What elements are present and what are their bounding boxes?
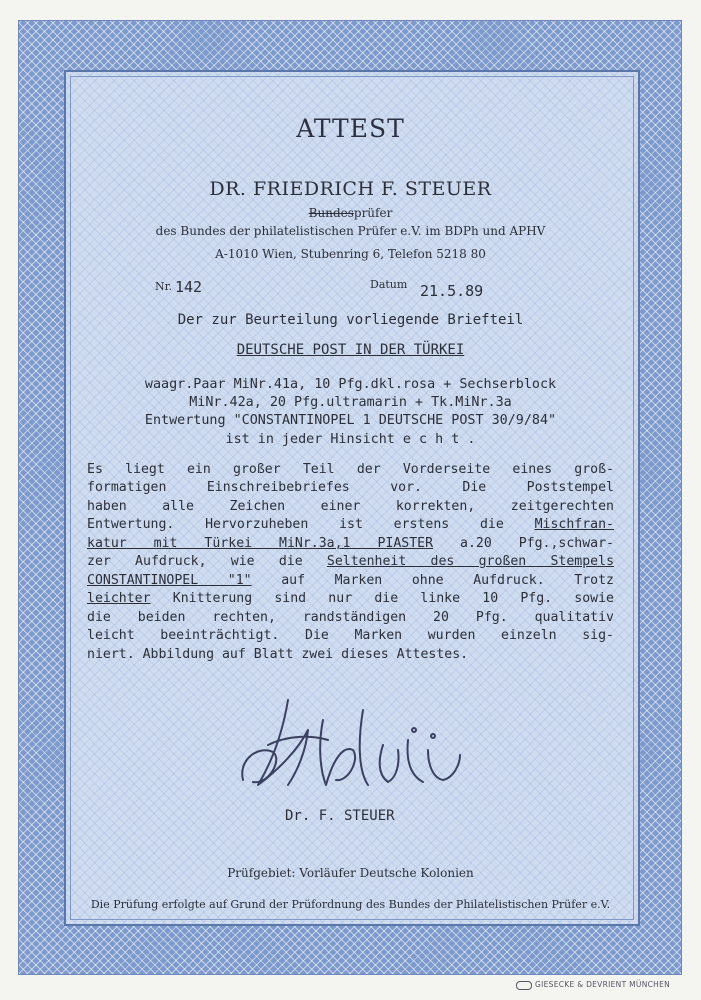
- intro-line: Der zur Beurteilung vorliegende Briefteil: [177, 312, 524, 328]
- datum-value: 21.5.89: [420, 282, 484, 300]
- nr-value: 142: [175, 278, 203, 296]
- examiner-role: [0, 206, 701, 220]
- subject-line: MiNr.42a, 20 Pfg.ultramarin + Tk.MiNr.3a: [189, 395, 512, 410]
- body-text: Entwertung. Hervorzuheben ist erstens die: [87, 517, 504, 532]
- underlined-text: Seltenheit des großen Stempels: [326, 554, 615, 569]
- affiliation: des Bundes der philatelistischen Prüfer e.V. im BDPh und APHV: [155, 224, 546, 238]
- subject-heading: DEUTSCHE POST IN DER TÜRKEI: [236, 342, 465, 358]
- role-rest: prüfer: [353, 206, 393, 220]
- body-line: Es liegt ein großer Teil der Vorderseite eines groß-: [87, 462, 614, 477]
- underlined-text: leichter: [87, 591, 151, 606]
- examiner-name: DR. FRIEDRICH F. STEUER: [209, 178, 492, 200]
- underlined-text: Mischfran-: [534, 517, 614, 532]
- printer-logo-icon: [516, 981, 532, 990]
- underlined-text: katur mit Türkei MiNr.3a,1 PIASTER: [87, 536, 434, 551]
- footer-note: Die Prüfung erfolgte auf Grund der Prüfordnung des Bundes der Philatelistischen Prüfer e.V.: [90, 898, 611, 911]
- signatory-name: Dr. F. STEUER: [285, 808, 395, 824]
- body-text: auf Marken ohne Aufdruck. Trotz: [281, 573, 614, 588]
- body-line: die beiden rechten, randständigen 20 Pfg. qualitativ: [87, 610, 614, 625]
- nr-label: Nr.: [155, 280, 173, 293]
- certificate-title: ATTEST: [296, 114, 405, 143]
- printer-imprint: [516, 980, 670, 990]
- printer-text: GIESECKE & DEVRIENT MÜNCHEN: [535, 980, 671, 989]
- body-text: Knitterung sind nur die linke 10 Pfg. sowie: [172, 591, 614, 606]
- pruefgebiet: Prüfgebiet: Vorläufer Deutsche Kolonien: [227, 866, 474, 880]
- subject-line: waagr.Paar MiNr.41a, 10 Pfg.dkl.rosa + Sechserblock: [144, 377, 557, 392]
- address: A-1010 Wien, Stubenring 6, Telefon 5218 80: [215, 247, 486, 261]
- body-text: zer Aufdruck, wie die: [87, 554, 303, 569]
- body-text: a.20 Pfg.,schwar-: [460, 536, 614, 551]
- datum-label: Datum: [370, 278, 408, 291]
- body-line: [87, 517, 614, 532]
- body-line: haben alle Zeichen einer korrekten, zeitgerechten: [87, 499, 614, 514]
- body-line: formatigen Einschreibebriefes vor. Die Poststempel: [87, 480, 614, 495]
- body-line: niert. Abbildung auf Blatt zwei dieses Attestes.: [87, 647, 469, 662]
- body-line: [87, 554, 614, 569]
- body-line: leicht beeinträchtigt. Die Marken wurden einzeln sig-: [87, 628, 614, 643]
- underlined-text: CONSTANTINOPEL "1": [87, 573, 252, 588]
- body-line: [87, 536, 614, 551]
- handwritten-signature: [228, 690, 478, 800]
- body-line: [87, 591, 614, 606]
- struck-word: Bundes: [308, 206, 354, 220]
- subject-line: Entwertung "CONSTANTINOPEL 1 DEUTSCHE POST 30/9/84": [144, 413, 557, 428]
- body-line: [87, 573, 614, 588]
- subject-line: ist in jeder Hinsicht e c h t .: [225, 432, 476, 447]
